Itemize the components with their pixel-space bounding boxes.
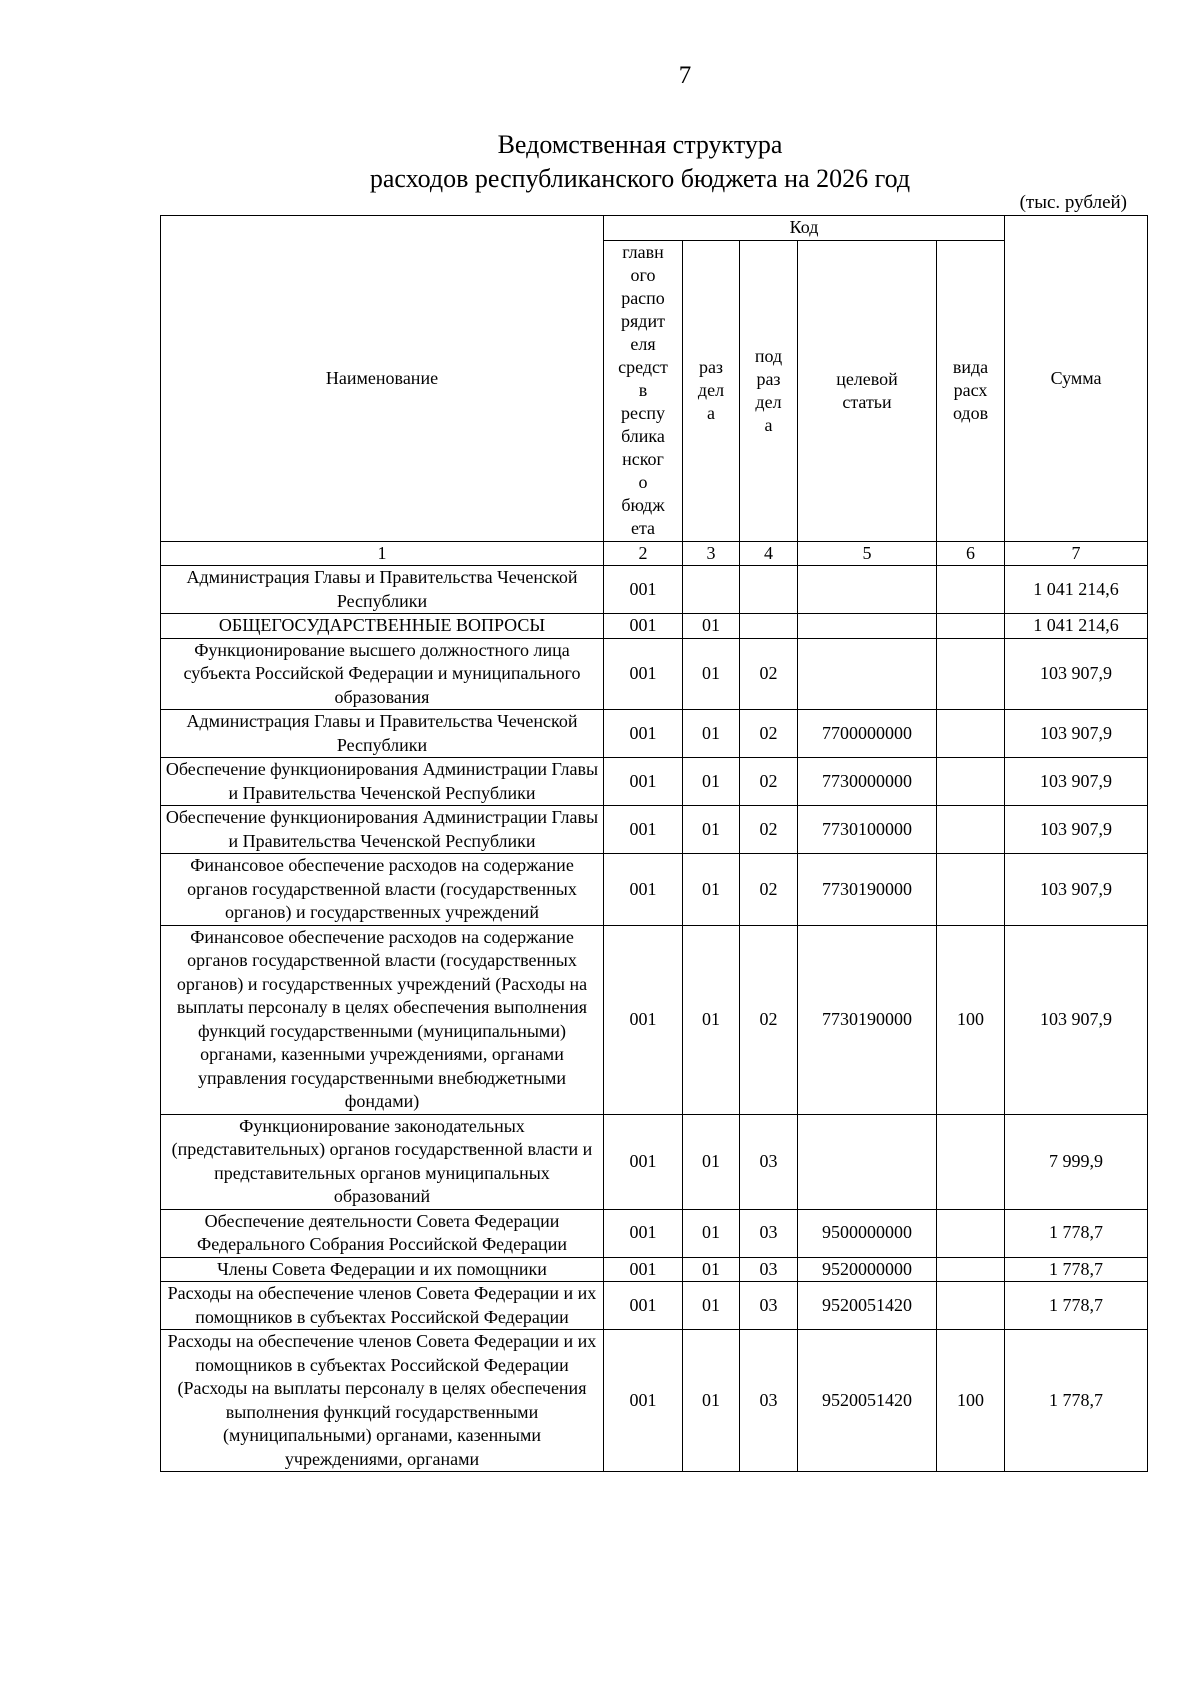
column-number: 1 — [161, 541, 604, 566]
header-line: расх — [953, 380, 988, 400]
row-podrazdel-code — [740, 614, 798, 639]
row-razdel-code: 01 — [683, 1209, 740, 1257]
row-podrazdel-code: 03 — [740, 1257, 798, 1282]
row-target-code: 7730100000 — [798, 806, 937, 854]
column-number: 5 — [798, 541, 937, 566]
row-amount: 1 778,7 — [1005, 1282, 1148, 1330]
table-row — [161, 638, 1148, 710]
row-name: Обеспечение функционирования Администрации Главы и Правительства Чеченской Республики — [161, 806, 604, 854]
row-vid-code — [937, 638, 1005, 710]
row-amount: 1 041 214,6 — [1005, 566, 1148, 614]
row-glavn-code: 001 — [604, 638, 683, 710]
header-line: а — [764, 414, 773, 435]
row-razdel-code: 01 — [683, 1114, 740, 1209]
row-target-code — [798, 566, 937, 614]
row-razdel-code: 01 — [683, 1257, 740, 1282]
row-razdel-code: 01 — [683, 638, 740, 710]
budget-table — [160, 215, 1148, 1472]
row-name: ОБЩЕГОСУДАРСТВЕННЫЕ ВОПРОСЫ — [161, 614, 604, 639]
row-podrazdel-code: 03 — [740, 1114, 798, 1209]
column-number: 3 — [683, 541, 740, 566]
row-vid-code — [937, 806, 1005, 854]
header-line: в — [638, 380, 648, 400]
table-body — [161, 541, 1148, 1472]
row-razdel-code: 01 — [683, 806, 740, 854]
row-name: Функционирование высшего должностного лица субъекта Российской Федерации и муниципального образования — [161, 638, 604, 710]
row-target-code: 9520051420 — [798, 1330, 937, 1472]
header-line: нског — [622, 449, 664, 469]
row-vid-code — [937, 614, 1005, 639]
row-vid-code — [937, 1209, 1005, 1257]
row-glavn-code: 001 — [604, 1114, 683, 1209]
column-number: 6 — [937, 541, 1005, 566]
row-podrazdel-code: 02 — [740, 925, 798, 1114]
row-amount: 103 907,9 — [1005, 854, 1148, 926]
row-vid-code — [937, 1282, 1005, 1330]
row-podrazdel-code: 03 — [740, 1209, 798, 1257]
row-glavn-code: 001 — [604, 614, 683, 639]
row-name: Администрация Главы и Правительства Чеченской Республики — [161, 566, 604, 614]
row-name: Расходы на обеспечение членов Совета Федерации и их помощников в субъектах Российской Федерации — [161, 1282, 604, 1330]
header-line: а — [707, 403, 715, 423]
row-podrazdel-code — [740, 566, 798, 614]
row-target-code — [798, 614, 937, 639]
row-vid-code: 100 — [937, 925, 1005, 1114]
header-line: ета — [630, 518, 656, 538]
row-glavn-code: 001 — [604, 758, 683, 806]
header-line: о — [638, 472, 648, 492]
row-glavn-code: 001 — [604, 1330, 683, 1472]
header-line: раз — [756, 368, 781, 389]
header-vid — [937, 240, 1005, 541]
row-amount: 1 778,7 — [1005, 1330, 1148, 1472]
row-name: Финансовое обеспечение расходов на содержание органов государственной власти (государственных органов) и государственных учреждений — [161, 854, 604, 926]
row-glavn-code: 001 — [604, 1282, 683, 1330]
row-glavn-code: 001 — [604, 710, 683, 758]
page-number: 7 — [678, 62, 692, 89]
header-line: средст — [618, 357, 668, 377]
table-row — [161, 925, 1148, 1114]
row-target-code: 7730000000 — [798, 758, 937, 806]
header-line: одов — [952, 403, 989, 423]
header-line: вида — [952, 357, 989, 377]
row-target-code: 7730190000 — [798, 854, 937, 926]
row-podrazdel-code: 02 — [740, 806, 798, 854]
header-podrazdel — [740, 240, 798, 541]
row-podrazdel-code: 03 — [740, 1330, 798, 1472]
column-number: 4 — [740, 541, 798, 566]
units-note: (тыс. рублей) — [1019, 192, 1127, 213]
row-name: Администрация Главы и Правительства Чеченской Республики — [161, 710, 604, 758]
row-vid-code — [937, 1257, 1005, 1282]
table-row — [161, 758, 1148, 806]
row-glavn-code: 001 — [604, 806, 683, 854]
row-vid-code — [937, 1114, 1005, 1209]
header-line: бюдж — [621, 495, 665, 515]
header-line: распо — [621, 288, 665, 308]
table-row — [161, 1114, 1148, 1209]
row-vid-code: 100 — [937, 1330, 1005, 1472]
row-amount: 1 778,7 — [1005, 1209, 1148, 1257]
header-line: ого — [630, 265, 656, 285]
header-line: рядит — [621, 311, 665, 331]
row-target-code: 7700000000 — [798, 710, 937, 758]
header-line: дел — [697, 380, 725, 400]
row-target-code: 7730190000 — [798, 925, 937, 1114]
row-glavn-code: 001 — [604, 1209, 683, 1257]
row-target-code — [798, 638, 937, 710]
header-line: раз — [698, 357, 724, 377]
header-glavn — [604, 240, 683, 541]
table-row — [161, 1209, 1148, 1257]
row-glavn-code: 001 — [604, 566, 683, 614]
row-razdel-code: 01 — [683, 925, 740, 1114]
document-title — [0, 128, 1200, 196]
title-line-2: расходов республиканского бюджета на 2026 год — [369, 164, 911, 193]
row-name: Обеспечение деятельности Совета Федерации Федерального Собрания Российской Федерации — [161, 1209, 604, 1257]
row-amount: 7 999,9 — [1005, 1114, 1148, 1209]
row-podrazdel-code: 02 — [740, 758, 798, 806]
row-amount: 103 907,9 — [1005, 638, 1148, 710]
header-line: статьи — [842, 391, 892, 412]
row-glavn-code: 001 — [604, 925, 683, 1114]
row-amount: 103 907,9 — [1005, 710, 1148, 758]
row-razdel-code: 01 — [683, 1330, 740, 1472]
column-number: 2 — [604, 541, 683, 566]
table-row — [161, 614, 1148, 639]
header-sum: Сумма — [1005, 216, 1148, 542]
row-razdel-code: 01 — [683, 758, 740, 806]
row-podrazdel-code: 02 — [740, 854, 798, 926]
table-row — [161, 566, 1148, 614]
row-podrazdel-code: 02 — [740, 710, 798, 758]
header-line: еля — [630, 334, 656, 354]
table-row — [161, 1257, 1148, 1282]
row-podrazdel-code: 03 — [740, 1282, 798, 1330]
row-razdel-code: 01 — [683, 710, 740, 758]
title-line-1: Ведомственная структура — [497, 130, 783, 159]
table-row — [161, 806, 1148, 854]
row-amount: 103 907,9 — [1005, 925, 1148, 1114]
header-line: дел — [755, 391, 782, 412]
column-number: 7 — [1005, 541, 1148, 566]
header-name: Наименование — [161, 216, 604, 542]
row-name: Члены Совета Федерации и их помощники — [161, 1257, 604, 1282]
row-amount: 103 907,9 — [1005, 758, 1148, 806]
row-vid-code — [937, 710, 1005, 758]
header-line: целевой — [836, 368, 898, 389]
header-line: блика — [621, 426, 665, 446]
table-row — [161, 1282, 1148, 1330]
row-razdel-code: 01 — [683, 614, 740, 639]
column-numbers-row — [161, 541, 1148, 566]
row-target-code — [798, 1114, 937, 1209]
row-amount: 1 778,7 — [1005, 1257, 1148, 1282]
row-name: Расходы на обеспечение членов Совета Федерации и их помощников в субъектах Российской Федерации (Расходы на выплаты персоналу в целях обеспечения выполнения функций государственными (муниципальными) органами, казенными учреждениями, органами — [161, 1330, 604, 1472]
header-razdel — [683, 240, 740, 541]
header-line: респу — [620, 403, 666, 423]
header-target — [798, 240, 937, 541]
header-line: под — [754, 345, 783, 366]
row-razdel-code: 01 — [683, 1282, 740, 1330]
header-code-group: Код — [604, 216, 1005, 241]
row-vid-code — [937, 854, 1005, 926]
row-amount: 1 041 214,6 — [1005, 614, 1148, 639]
row-razdel-code — [683, 566, 740, 614]
row-amount: 103 907,9 — [1005, 806, 1148, 854]
row-vid-code — [937, 566, 1005, 614]
row-glavn-code: 001 — [604, 1257, 683, 1282]
table-row — [161, 854, 1148, 926]
row-target-code: 9520000000 — [798, 1257, 937, 1282]
row-name: Функционирование законодательных (представительных) органов государственной власти и представительных органов муниципальных образований — [161, 1114, 604, 1209]
row-target-code: 9520051420 — [798, 1282, 937, 1330]
row-target-code: 9500000000 — [798, 1209, 937, 1257]
table-row — [161, 1330, 1148, 1472]
row-vid-code — [937, 758, 1005, 806]
row-razdel-code: 01 — [683, 854, 740, 926]
row-name: Обеспечение функционирования Администрации Главы и Правительства Чеченской Республики — [161, 758, 604, 806]
row-glavn-code: 001 — [604, 854, 683, 926]
row-name: Финансовое обеспечение расходов на содержание органов государственной власти (государственных органов) и государственных учреждений (Расходы на выплаты персоналу в целях обеспечения выполнения функций государственными (муниципальными) органами, казенными учреждениями, органами управления государственными внебюджетными фондами) — [161, 925, 604, 1114]
row-podrazdel-code: 02 — [740, 638, 798, 710]
header-line: главн — [622, 242, 664, 262]
table-row — [161, 710, 1148, 758]
